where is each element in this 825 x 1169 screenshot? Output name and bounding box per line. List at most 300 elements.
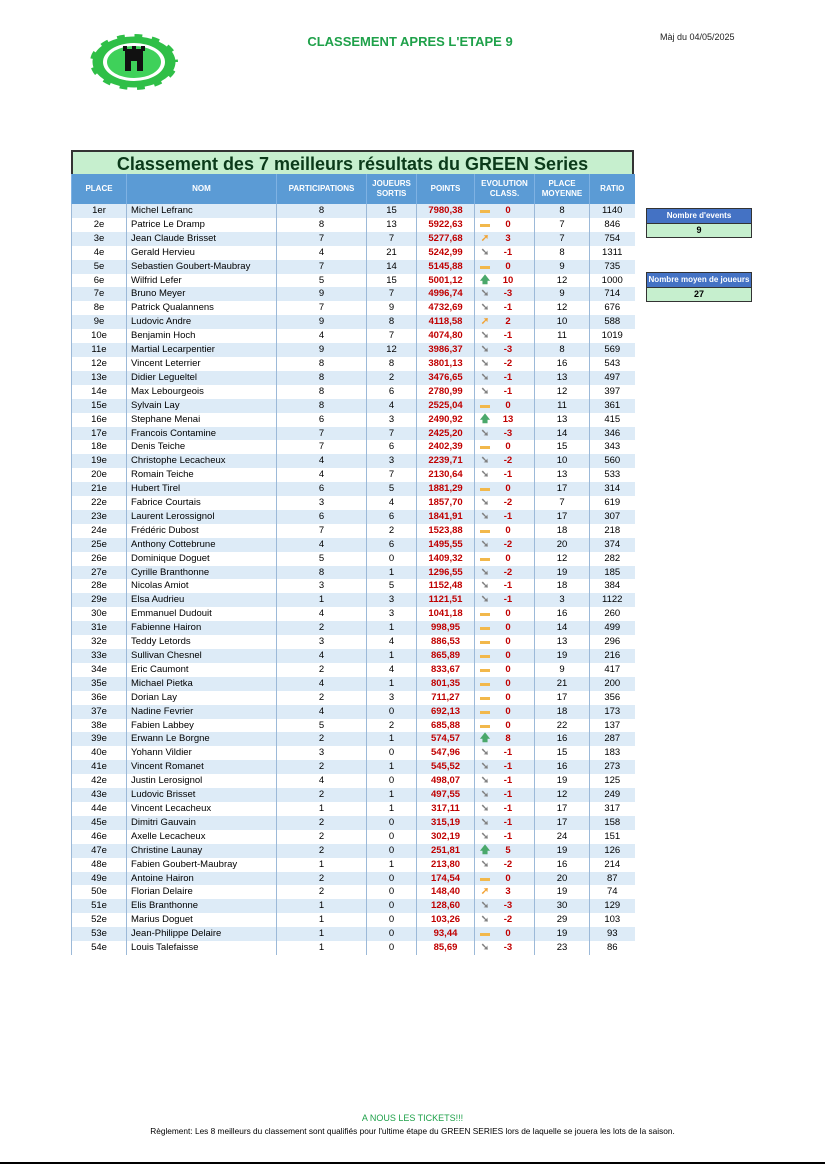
cell-joueurs-sortis: 3 xyxy=(367,607,417,621)
cell-joueurs-sortis: 6 xyxy=(367,385,417,399)
cell-points: 4732,69 xyxy=(417,301,475,315)
cell-evolution xyxy=(475,635,535,649)
cell-participations: 4 xyxy=(277,246,367,260)
events-count-label: Nombre d'events xyxy=(647,209,751,224)
cell-participations: 9 xyxy=(277,343,367,357)
cell-points: 103,26 xyxy=(417,913,475,927)
trend-flat-icon: ▬ xyxy=(480,719,490,731)
cell-nom: Eric Caumont xyxy=(127,663,277,677)
cell-joueurs-sortis: 3 xyxy=(367,454,417,468)
cell-place: 10e xyxy=(72,329,127,343)
cell-nom: Elis Branthonne xyxy=(127,899,277,913)
table-row xyxy=(72,399,635,413)
trend-down-icon: ➘ xyxy=(480,385,490,397)
cell-points: 1409,32 xyxy=(417,552,475,566)
cell-place-moyenne: 9 xyxy=(535,663,590,677)
cell-points: 4074,80 xyxy=(417,329,475,343)
trend-flat-icon: ▬ xyxy=(480,218,490,230)
cell-points: 574,57 xyxy=(417,732,475,746)
table-row xyxy=(72,677,635,691)
cell-participations: 4 xyxy=(277,329,367,343)
cell-evolution xyxy=(475,385,535,399)
cell-ratio: 754 xyxy=(590,232,635,246)
cell-ratio: 343 xyxy=(590,440,635,454)
cell-place: 45e xyxy=(72,816,127,830)
table-row xyxy=(72,899,635,913)
cell-evolution-value: -2 xyxy=(503,538,513,550)
cell-nom: Michael Pietka xyxy=(127,677,277,691)
cell-place-moyenne: 19 xyxy=(535,649,590,663)
cell-ratio: 218 xyxy=(590,524,635,538)
cell-evolution xyxy=(475,260,535,274)
cell-place: 35e xyxy=(72,677,127,691)
cell-nom: Francois Contamine xyxy=(127,427,277,441)
cell-place: 27e xyxy=(72,566,127,580)
cell-place: 2e xyxy=(72,218,127,232)
cell-place: 3e xyxy=(72,232,127,246)
cell-evolution-value: -2 xyxy=(503,858,513,870)
cell-joueurs-sortis: 1 xyxy=(367,788,417,802)
cell-points: 2425,20 xyxy=(417,427,475,441)
cell-evolution-value: 0 xyxy=(505,399,511,411)
cell-evolution-value: -1 xyxy=(503,802,513,814)
cell-joueurs-sortis: 21 xyxy=(367,246,417,260)
trend-down-icon: ➘ xyxy=(480,246,490,258)
trend-down-icon: ➘ xyxy=(480,497,490,509)
trend-up-icon: 🡅 xyxy=(479,274,491,286)
cell-participations: 7 xyxy=(277,440,367,454)
cell-evolution-value: 2 xyxy=(505,316,511,328)
cell-place: 19e xyxy=(72,454,127,468)
cell-place-moyenne: 17 xyxy=(535,816,590,830)
cell-evolution xyxy=(475,524,535,538)
avg-players-label: Nombre moyen de joueurs xyxy=(647,273,751,288)
cell-points: 545,52 xyxy=(417,760,475,774)
cell-evolution xyxy=(475,663,535,677)
cell-points: 998,95 xyxy=(417,621,475,635)
update-date: Màj du 04/05/2025 xyxy=(660,32,735,42)
trend-flat-icon: ▬ xyxy=(480,205,490,216)
cell-evolution xyxy=(475,315,535,329)
table-row xyxy=(72,204,635,218)
cell-nom: Patrick Qualannens xyxy=(127,301,277,315)
cell-ratio: 317 xyxy=(590,802,635,816)
table-row xyxy=(72,816,635,830)
cell-participations: 2 xyxy=(277,663,367,677)
cell-points: 801,35 xyxy=(417,677,475,691)
table-row xyxy=(72,691,635,705)
cell-points: 1523,88 xyxy=(417,524,475,538)
cell-ratio: 287 xyxy=(590,732,635,746)
cell-participations: 1 xyxy=(277,593,367,607)
table-row xyxy=(72,218,635,232)
cell-evolution xyxy=(475,579,535,593)
cell-evolution xyxy=(475,482,535,496)
cell-nom: Sylvain Lay xyxy=(127,399,277,413)
cell-place-moyenne: 16 xyxy=(535,357,590,371)
cell-joueurs-sortis: 7 xyxy=(367,329,417,343)
cell-nom: Ludovic Andre xyxy=(127,315,277,329)
cell-place: 11e xyxy=(72,343,127,357)
cell-ratio: 249 xyxy=(590,788,635,802)
cell-ratio: 125 xyxy=(590,774,635,788)
cell-joueurs-sortis: 1 xyxy=(367,760,417,774)
cell-place: 1er xyxy=(72,204,127,218)
cell-nom: Christophe Lecacheux xyxy=(127,454,277,468)
cell-place: 7e xyxy=(72,287,127,301)
cell-points: 1152,48 xyxy=(417,579,475,593)
cell-nom: Sullivan Chesnel xyxy=(127,649,277,663)
cell-ratio: 273 xyxy=(590,760,635,774)
table-row xyxy=(72,621,635,635)
cell-participations: 7 xyxy=(277,427,367,441)
trend-down-icon: ➘ xyxy=(480,566,490,578)
cell-ratio: 126 xyxy=(590,844,635,858)
cell-points: 128,60 xyxy=(417,899,475,913)
cell-points: 148,40 xyxy=(417,885,475,899)
cell-evolution xyxy=(475,802,535,816)
cell-place-moyenne: 17 xyxy=(535,482,590,496)
cell-participations: 6 xyxy=(277,413,367,427)
cell-participations: 4 xyxy=(277,607,367,621)
cell-place-moyenne: 30 xyxy=(535,899,590,913)
avg-players-box xyxy=(646,272,752,302)
cell-ratio: 86 xyxy=(590,941,635,955)
cell-place: 44e xyxy=(72,802,127,816)
cell-evolution-value: -1 xyxy=(503,816,513,828)
cell-nom: Patrice Le Dramp xyxy=(127,218,277,232)
cell-place-moyenne: 19 xyxy=(535,566,590,580)
cell-ratio: 1140 xyxy=(590,204,635,218)
cell-ratio: 216 xyxy=(590,649,635,663)
table-row xyxy=(72,579,635,593)
table-row xyxy=(72,635,635,649)
cell-place: 48e xyxy=(72,858,127,872)
cell-evolution xyxy=(475,371,535,385)
cell-evolution-value: 0 xyxy=(505,552,511,564)
cell-place-moyenne: 12 xyxy=(535,788,590,802)
cell-joueurs-sortis: 2 xyxy=(367,719,417,733)
cell-points: 2239,71 xyxy=(417,454,475,468)
cell-place-moyenne: 13 xyxy=(535,635,590,649)
trend-flat-icon: ▬ xyxy=(480,260,490,272)
trend-flat-icon: ▬ xyxy=(480,524,490,536)
cell-participations: 7 xyxy=(277,260,367,274)
cell-joueurs-sortis: 5 xyxy=(367,579,417,593)
cell-nom: Didier Legueltel xyxy=(127,371,277,385)
cell-nom: Cyrille Branthonne xyxy=(127,566,277,580)
cell-evolution xyxy=(475,496,535,510)
cell-place-moyenne: 16 xyxy=(535,732,590,746)
trend-flat-icon: ▬ xyxy=(480,441,490,453)
trend-down-icon: ➘ xyxy=(480,510,490,522)
table-row xyxy=(72,593,635,607)
cell-evolution-value: -3 xyxy=(503,900,513,912)
cell-place-moyenne: 11 xyxy=(535,399,590,413)
cell-points: 5001,12 xyxy=(417,274,475,288)
cell-nom: Fabien Goubert-Maubray xyxy=(127,858,277,872)
cell-joueurs-sortis: 5 xyxy=(367,482,417,496)
table-row xyxy=(72,719,635,733)
cell-evolution-value: 8 xyxy=(505,733,511,745)
cell-place: 43e xyxy=(72,788,127,802)
cell-joueurs-sortis: 7 xyxy=(367,468,417,482)
cell-nom: Fabien Labbey xyxy=(127,719,277,733)
cell-evolution-value: 3 xyxy=(505,886,511,898)
cell-nom: Anthony Cottebrune xyxy=(127,538,277,552)
cell-joueurs-sortis: 1 xyxy=(367,732,417,746)
events-count-value: 9 xyxy=(647,224,751,237)
cell-participations: 9 xyxy=(277,287,367,301)
cell-joueurs-sortis: 7 xyxy=(367,287,417,301)
cell-evolution xyxy=(475,899,535,913)
table-row xyxy=(72,371,635,385)
cell-place-moyenne: 16 xyxy=(535,607,590,621)
cell-evolution xyxy=(475,788,535,802)
cell-participations: 1 xyxy=(277,941,367,955)
cell-participations: 8 xyxy=(277,357,367,371)
cell-participations: 2 xyxy=(277,830,367,844)
trend-flat-icon: ▬ xyxy=(480,928,490,940)
cell-evolution xyxy=(475,357,535,371)
cell-place-moyenne: 13 xyxy=(535,371,590,385)
table-row xyxy=(72,232,635,246)
cell-evolution xyxy=(475,510,535,524)
trend-down-icon: ➘ xyxy=(480,344,490,356)
cell-participations: 2 xyxy=(277,844,367,858)
cell-place-moyenne: 13 xyxy=(535,413,590,427)
table-row xyxy=(72,510,635,524)
cell-evolution xyxy=(475,538,535,552)
cell-evolution-value: -1 xyxy=(503,246,513,258)
cell-place-moyenne: 29 xyxy=(535,913,590,927)
cell-place: 26e xyxy=(72,552,127,566)
cell-points: 497,55 xyxy=(417,788,475,802)
trend-down-icon: ➘ xyxy=(480,858,490,870)
cell-evolution xyxy=(475,440,535,454)
cell-evolution xyxy=(475,552,535,566)
cell-place-moyenne: 3 xyxy=(535,593,590,607)
cell-nom: Frédéric Dubost xyxy=(127,524,277,538)
cell-evolution xyxy=(475,399,535,413)
cell-ratio: 588 xyxy=(590,315,635,329)
cell-nom: Louis Talefaisse xyxy=(127,941,277,955)
cell-points: 174,54 xyxy=(417,872,475,886)
cell-ratio: 569 xyxy=(590,343,635,357)
trend-flat-icon: ▬ xyxy=(480,677,490,689)
cell-points: 1041,18 xyxy=(417,607,475,621)
cell-ratio: 314 xyxy=(590,482,635,496)
cell-place: 34e xyxy=(72,663,127,677)
cell-joueurs-sortis: 0 xyxy=(367,746,417,760)
cell-points: 2402,39 xyxy=(417,440,475,454)
cell-joueurs-sortis: 4 xyxy=(367,399,417,413)
cell-place-moyenne: 8 xyxy=(535,246,590,260)
cell-ratio: 200 xyxy=(590,677,635,691)
events-count-box xyxy=(646,208,752,238)
cell-nom: Dominique Doguet xyxy=(127,552,277,566)
cell-points: 4118,58 xyxy=(417,315,475,329)
cell-points: 865,89 xyxy=(417,649,475,663)
cell-evolution-value: -1 xyxy=(503,775,513,787)
cell-ratio: 560 xyxy=(590,454,635,468)
trend-down-icon: ➘ xyxy=(480,371,490,383)
cell-evolution xyxy=(475,719,535,733)
cell-joueurs-sortis: 0 xyxy=(367,844,417,858)
table-row xyxy=(72,566,635,580)
cell-place-moyenne: 12 xyxy=(535,385,590,399)
cell-place: 21e xyxy=(72,482,127,496)
table-row xyxy=(72,552,635,566)
table-row xyxy=(72,301,635,315)
cell-place: 47e xyxy=(72,844,127,858)
cell-ratio: 173 xyxy=(590,705,635,719)
trend-down-icon: ➘ xyxy=(480,580,490,592)
footer-slogan: A NOUS LES TICKETS!!! xyxy=(361,1113,464,1123)
cell-nom: Max Lebourgeois xyxy=(127,385,277,399)
cell-points: 7980,38 xyxy=(417,204,475,218)
cell-place: 18e xyxy=(72,440,127,454)
trend-down-icon: ➘ xyxy=(480,357,490,369)
cell-evolution xyxy=(475,885,535,899)
page-title: CLASSEMENT APRES L'ETAPE 9 xyxy=(307,34,513,49)
cell-nom: Romain Teiche xyxy=(127,468,277,482)
trend-down-icon: ➘ xyxy=(480,747,490,759)
cell-place-moyenne: 19 xyxy=(535,774,590,788)
cell-evolution-value: -2 xyxy=(503,497,513,509)
cell-place: 23e xyxy=(72,510,127,524)
cell-nom: Gerald Hervieu xyxy=(127,246,277,260)
cell-place-moyenne: 16 xyxy=(535,858,590,872)
cell-points: 711,27 xyxy=(417,691,475,705)
cell-place: 5e xyxy=(72,260,127,274)
cell-evolution-value: -1 xyxy=(503,580,513,592)
cell-nom: Sebastien Goubert-Maubray xyxy=(127,260,277,274)
cell-nom: Fabrice Courtais xyxy=(127,496,277,510)
cell-joueurs-sortis: 1 xyxy=(367,802,417,816)
cell-ratio: 543 xyxy=(590,357,635,371)
cell-evolution xyxy=(475,927,535,941)
cell-points: 1495,55 xyxy=(417,538,475,552)
cell-evolution xyxy=(475,593,535,607)
cell-evolution-value: 0 xyxy=(505,524,511,536)
cell-place-moyenne: 19 xyxy=(535,885,590,899)
cell-evolution-value: -1 xyxy=(503,371,513,383)
cell-points: 4996,74 xyxy=(417,287,475,301)
table-row xyxy=(72,872,635,886)
cell-participations: 8 xyxy=(277,399,367,413)
cell-evolution-value: 3 xyxy=(505,232,511,244)
table-row xyxy=(72,357,635,371)
cell-evolution xyxy=(475,274,535,288)
cell-nom: Justin Lerosignol xyxy=(127,774,277,788)
cell-evolution-value: -2 xyxy=(503,566,513,578)
table-row xyxy=(72,830,635,844)
table-row xyxy=(72,524,635,538)
cell-place-moyenne: 10 xyxy=(535,315,590,329)
cell-evolution-value: 0 xyxy=(505,636,511,648)
trend-down-icon: ➘ xyxy=(480,830,490,842)
trend-flat-icon: ▬ xyxy=(480,608,490,620)
col-header-participations: PARTICIPATIONS xyxy=(277,174,367,204)
cell-evolution xyxy=(475,691,535,705)
cell-place: 4e xyxy=(72,246,127,260)
cell-place-moyenne: 15 xyxy=(535,746,590,760)
trend-flat-icon: ▬ xyxy=(480,483,490,495)
cell-evolution-value: 0 xyxy=(505,441,511,453)
cell-place-moyenne: 14 xyxy=(535,427,590,441)
cell-participations: 2 xyxy=(277,760,367,774)
cell-place: 54e xyxy=(72,941,127,955)
cell-participations: 5 xyxy=(277,552,367,566)
cell-place: 31e xyxy=(72,621,127,635)
cell-nom: Laurent Lerossignol xyxy=(127,510,277,524)
cell-nom: Elsa Audrieu xyxy=(127,593,277,607)
cell-points: 2130,64 xyxy=(417,468,475,482)
trend-flat-icon: ▬ xyxy=(480,691,490,703)
cell-evolution xyxy=(475,732,535,746)
cell-nom: Marius Doguet xyxy=(127,913,277,927)
cell-place-moyenne: 7 xyxy=(535,218,590,232)
cell-points: 1841,91 xyxy=(417,510,475,524)
cell-ratio: 397 xyxy=(590,385,635,399)
cell-place: 50e xyxy=(72,885,127,899)
cell-place: 25e xyxy=(72,538,127,552)
cell-place: 39e xyxy=(72,732,127,746)
cell-evolution xyxy=(475,566,535,580)
cell-nom: Florian Delaire xyxy=(127,885,277,899)
cell-place: 13e xyxy=(72,371,127,385)
cell-ratio: 533 xyxy=(590,468,635,482)
cell-participations: 3 xyxy=(277,746,367,760)
cell-participations: 8 xyxy=(277,371,367,385)
col-header-nom: NOM xyxy=(127,174,277,204)
cell-ratio: 417 xyxy=(590,663,635,677)
cell-evolution-value: 0 xyxy=(505,928,511,940)
table-row xyxy=(72,315,635,329)
cell-place: 51e xyxy=(72,899,127,913)
cell-joueurs-sortis: 15 xyxy=(367,204,417,218)
cell-participations: 2 xyxy=(277,621,367,635)
table-row xyxy=(72,844,635,858)
cell-participations: 4 xyxy=(277,468,367,482)
table-row xyxy=(72,468,635,482)
cell-joueurs-sortis: 0 xyxy=(367,816,417,830)
trend-up-icon: 🡅 xyxy=(479,413,491,425)
cell-evolution xyxy=(475,301,535,315)
cell-place-moyenne: 17 xyxy=(535,691,590,705)
cell-place: 33e xyxy=(72,649,127,663)
cell-joueurs-sortis: 0 xyxy=(367,872,417,886)
table-row xyxy=(72,538,635,552)
cell-joueurs-sortis: 8 xyxy=(367,357,417,371)
cell-nom: Denis Teiche xyxy=(127,440,277,454)
cell-points: 302,19 xyxy=(417,830,475,844)
cell-joueurs-sortis: 0 xyxy=(367,941,417,955)
cell-place-moyenne: 8 xyxy=(535,343,590,357)
cell-participations: 1 xyxy=(277,913,367,927)
cell-nom: Vincent Lecacheux xyxy=(127,802,277,816)
cell-ratio: 282 xyxy=(590,552,635,566)
cell-evolution-value: 0 xyxy=(505,650,511,661)
col-header-points: POINTS xyxy=(417,174,475,204)
cell-place-moyenne: 18 xyxy=(535,524,590,538)
table-row xyxy=(72,941,635,955)
cell-place: 46e xyxy=(72,830,127,844)
ranking-table xyxy=(71,174,635,955)
cell-place: 38e xyxy=(72,719,127,733)
cell-evolution-value: 0 xyxy=(505,719,511,731)
